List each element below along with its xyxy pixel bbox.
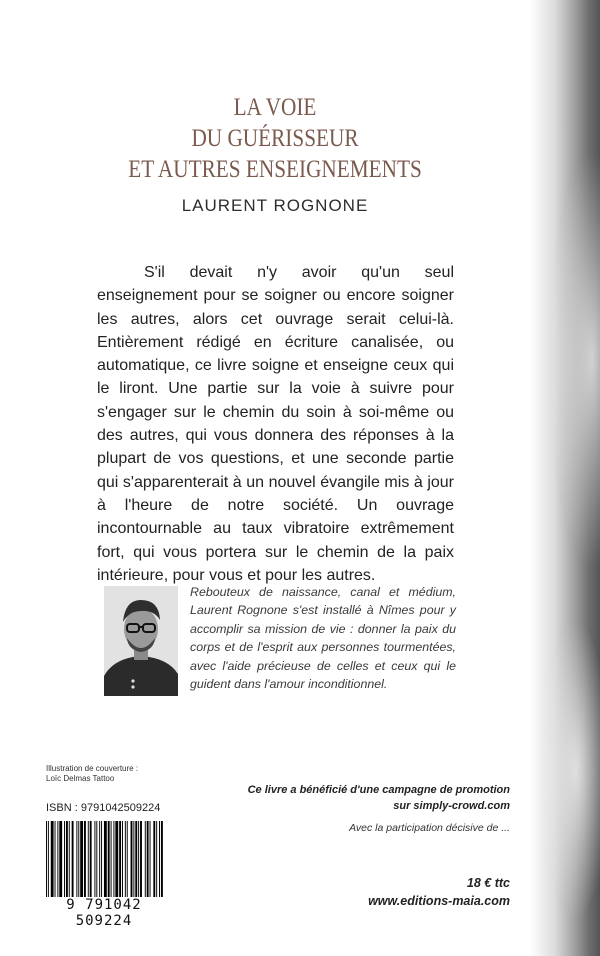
barcode-bar bbox=[94, 821, 95, 897]
author-name: LAURENT ROGNONE bbox=[181, 196, 369, 215]
title-line-1: LA VOIE bbox=[233, 94, 317, 121]
barcode-bar bbox=[59, 821, 62, 897]
barcode-bar bbox=[145, 821, 146, 897]
barcode-bar bbox=[88, 821, 89, 897]
barcode-bar bbox=[80, 821, 83, 897]
barcode bbox=[42, 821, 168, 909]
barcode-bar bbox=[159, 821, 160, 897]
title-line-3: ET AUTRES ENSEIGNEMENTS bbox=[128, 156, 422, 183]
barcode-bar bbox=[84, 821, 86, 897]
title-line-2: DU GUÉRISSEUR bbox=[191, 125, 359, 152]
credits-name: Loïc Delmas Tattoo bbox=[46, 774, 115, 783]
promotion-line-1: Ce livre a bénéficié d'une campagne de promotion bbox=[247, 784, 510, 796]
barcode-bar bbox=[161, 821, 163, 905]
barcode-bar bbox=[66, 821, 68, 897]
barcode-bar bbox=[153, 821, 155, 897]
credits-label: Illustration de couverture : bbox=[46, 764, 139, 773]
book-title bbox=[122, 92, 428, 185]
barcode-bar bbox=[125, 821, 126, 897]
cover-side-illustration bbox=[530, 0, 600, 956]
isbn: ISBN : 9791042509224 bbox=[46, 802, 161, 814]
author-photo bbox=[104, 586, 178, 696]
summary-paragraph: S'il devait n'y avoir qu'un seul enseignement pour se soigner ou encore soigner les autres, alors cet ouvrage serait celui-là. Entièrement rédigé en écriture canalisée, ou automatique, ce livre soigne et enseigne ceux qui le liront. Une partie sur la voie à suivre pour s'engager sur le chemin du soin à soi-même ou des autres, qui vous donnera des réponses à la plupart de vos questions, et une seconde partie qui s'apparenterait à un nouvel évangile mis à jour à l'heure de notre société. Un ouvrage incontournable au taux vibratoire extrêmement fort, qui vous portera sur le chemin de la paix intérieure, pour vous et pour les autres. bbox=[97, 264, 454, 584]
barcode-bar bbox=[72, 821, 74, 897]
barcode-bar bbox=[96, 821, 97, 897]
barcode-bar bbox=[48, 821, 49, 905]
barcode-bar bbox=[46, 821, 47, 905]
barcode-bar bbox=[135, 821, 137, 897]
barcode-bar bbox=[119, 821, 121, 897]
barcode-bar bbox=[64, 821, 65, 897]
barcode-bar bbox=[115, 821, 118, 897]
promotion-note bbox=[210, 782, 510, 814]
barcode-bar bbox=[111, 821, 112, 897]
barcode-bar bbox=[101, 821, 102, 897]
barcode-bar bbox=[150, 821, 151, 897]
barcode-bar bbox=[99, 821, 100, 897]
barcode-bar bbox=[140, 821, 142, 897]
barcode-bar bbox=[78, 821, 79, 897]
barcode-bar bbox=[69, 821, 70, 897]
barcode-bar bbox=[57, 821, 58, 897]
barcode-bar bbox=[108, 821, 110, 897]
barcode-bar bbox=[133, 821, 134, 897]
author-bio: Rebouteux de naissance, canal et médium, Laurent Rognone s'est installé à Nîmes pour y accomplir sa mission de vie : donner la paix du corps et de l'esprit aux personnes tourmentées, avec l'aide précieuse de celles et ceux qui le guident dans l'amour inconditionnel. bbox=[190, 585, 456, 692]
barcode-bar bbox=[138, 821, 139, 897]
price: 18 € ttc bbox=[466, 876, 510, 890]
book-summary bbox=[97, 261, 454, 587]
barcode-number: 9 791042 509224 bbox=[35, 897, 173, 929]
barcode-bar bbox=[122, 821, 123, 897]
barcode-bar bbox=[51, 821, 54, 897]
barcode-bar bbox=[104, 821, 107, 905]
participation-note: Avec la participation décisive de ... bbox=[349, 822, 510, 834]
barcode-bar bbox=[113, 821, 114, 897]
barcode-bar bbox=[90, 821, 92, 897]
barcode-bar bbox=[147, 821, 149, 897]
illustration-credits bbox=[46, 764, 138, 784]
promotion-line-2: sur simply-crowd.com bbox=[393, 800, 510, 812]
barcode-bar bbox=[156, 821, 157, 897]
barcode-bar bbox=[76, 821, 77, 897]
barcode-bar bbox=[127, 821, 128, 897]
barcode-bar bbox=[55, 821, 56, 897]
barcode-bar bbox=[131, 821, 133, 897]
publisher-website: www.editions-maia.com bbox=[368, 894, 510, 908]
